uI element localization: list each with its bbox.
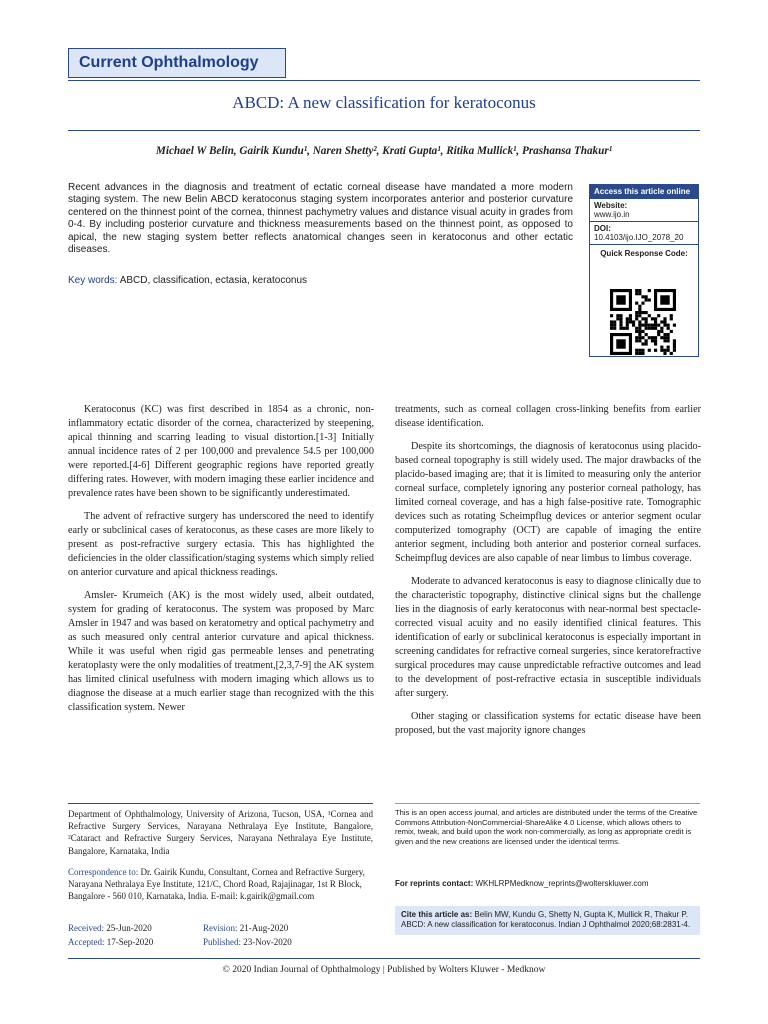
received-label: Received: — [68, 923, 104, 933]
body-paragraph: Amsler- Krumeich (AK) is the most widely used, albeit outdated, system for grading of keratoconus. The system was proposed by Marc Amsler in 1947 and was based on keratometry and optical pachymetry and as such measured only central anterior curvature and apical thickness. While it was useful when rigid gas permeable lenses and penetrating keratoplasty were the only modalities of treatment,[2,3,7-9] the AK system has limited clinical usefulness with modern imaging which allows us to diagnose the disease at a much earlier stage than recognized with the this classification system. Newer — [68, 590, 374, 713]
doi-link[interactable]: 10.4103/ijo.IJO_2078_20 — [594, 233, 684, 242]
page-footer: © 2020 Indian Journal of Ophthalmology | Published by Wolters Kluwer - Medknow — [222, 965, 546, 975]
article-title: ABCD: A new classification for keratoconus — [232, 93, 536, 112]
access-header: Access this article online — [590, 185, 698, 199]
body-paragraph: treatments, such as corneal collagen cross-linking benefits from earlier disease identification. — [395, 404, 701, 429]
affiliation-rule — [68, 803, 373, 804]
doi-row — [590, 222, 698, 245]
keywords — [68, 275, 573, 286]
affiliation: Department of Ophthalmology, University of Arizona, Tucson, USA, ¹Cornea and Refractive Surgery Services, Narayana Nethralaya Eye Institute, Bangalore, ²Cataract and Refractive Surgery Services, Narayana Nethralaya Eye Institute, Bangalore, Karnataka, India — [68, 809, 373, 856]
correspondence-text: Dr. Gairik Kundu, Consultant, Cornea and Refractive Surgery, Narayana Nethralaya Eye Institute, 121/C, Chord Road, Rajajinagar, 1st R Block, Bangalore - 560 010, Karnataka, India. E-mail: k.gairik@gmail.com — [68, 867, 365, 902]
accepted-date: 17-Sep-2020 — [106, 937, 154, 947]
cite-box — [395, 906, 700, 935]
abstract: Recent advances in the diagnosis and treatment of ectatic corneal disease have mandated a more modern staging system. The new Belin ABCD keratoconus staging system incorporates anterior and posterior curvature centered on the thinnest point of the cornea, thinnest pachymetry values and distance visual acuity in grades from 0-4. By including posterior curvature and thickness measurements based on the thinnest point, as opposed to apical, the new staging system better reflects anatomical changes seen in keratoconus and other ectatic diseases. — [68, 182, 573, 256]
title-rule — [68, 130, 700, 131]
access-article-box — [589, 184, 699, 357]
body-paragraph: Moderate to advanced keratoconus is easy to diagnose clinically due to the characteristic topography, distinctive clinical signs but the challenge lies in the diagnosis of early keratoconus with near-normal best spectacle-corrected visual acuity and no easily identified clinical features. This identification of early or subclinical keratoconus is especially important in screening candidates for refractive corneal surgeries, since keratorefractive surgical procedures may cause unpredictable refractive outcomes and lead to the development of post-refractive ectasia in susceptible individuals after surgery. — [395, 576, 701, 699]
website-row — [590, 199, 698, 222]
correspondence-label: Correspondence to: — [68, 867, 139, 877]
article-dates — [68, 922, 373, 952]
accepted-label: Accepted: — [68, 937, 105, 947]
reprints-label: For reprints contact: — [395, 879, 474, 888]
published-label: Published: — [203, 937, 242, 947]
reprints-contact — [395, 879, 649, 888]
section-badge: Current Ophthalmology — [68, 48, 286, 78]
body-paragraph: Despite its shortcomings, the diagnosis of keratoconus using placido-based corneal topography is still widely used. The major drawbacks of the placido-based imaging are; that it is limited to measuring only the anterior corneal surface, completely ignoring any posterior corneal pathology, has limited corneal coverage, and has a high false-positive rate. Tomographic devices such as rotating Scheimpflug devices or anterior segment ocular computerized tomography (OCT) are capable of imaging the entire anterior segment, including both anterior and posterior corneal surfaces. Scheimpflug devices are also capable of near limbus to limbus coverage. — [395, 441, 701, 564]
body-column-right — [395, 403, 701, 747]
body-paragraph: The advent of refractive surgery has underscored the need to identify early or subclinical cases of keratoconus, as these cases are more likely to present as post-refractive surgery ectasia. This has highlighted the deficiencies in the older classification/staging systems which simply relied on anterior curvature and apical thickness readings. — [68, 511, 374, 578]
keywords-text: ABCD, classification, ectasia, keratoconus — [119, 275, 308, 286]
revision-date: 21-Aug-2020 — [239, 923, 289, 933]
keywords-label: Key words: — [68, 275, 118, 286]
footer-rule — [68, 958, 700, 959]
received-date: 25-Jun-2020 — [106, 923, 152, 933]
cite-label: Cite this article as: — [401, 910, 473, 919]
body-paragraph: Keratoconus (KC) was first described in 1854 as a chronic, non-inflammatory ectatic disorder of the cornea, characterized by steepening, apical thinning and scarring leading to visual distortion.[1-3] Initially annual incidence rates of 2 per 100,000 and prevalence 54.5 per 100,000 were reported.[4-6] Different geographic regions have reported greatly differing rates. However, with modern imaging these earlier incidence and prevalence rates have been shown to be significantly underestimated. — [68, 404, 374, 499]
qr-label: Quick Response Code: — [600, 249, 688, 258]
correspondence — [68, 866, 373, 903]
revision-label: Revision: — [203, 923, 238, 933]
doi-label: DOI: — [594, 224, 611, 233]
license-notice: This is an open access journal, and articles are distributed under the terms of the Creative Commons Attribution-NonCommercial-ShareAlike 4.0 License, which allows others to remix, tweak, and build upon the work non-commercially, as long as appropriate credit is given and the new creations are licensed under the identical terms. — [395, 808, 698, 846]
license-rule — [395, 803, 700, 804]
published-date: 23-Nov-2020 — [243, 937, 292, 947]
reprints-email[interactable]: WKHLRPMedknow_reprints@wolterskluwer.com — [475, 879, 649, 888]
author-list: Michael W Belin, Gairik Kundu¹, Naren Shetty², Krati Gupta¹, Ritika Mullick¹, Prashansa Thakur¹ — [155, 145, 613, 157]
website-label: Website: — [594, 201, 628, 210]
website-link[interactable]: www.ijo.in — [594, 210, 630, 219]
body-paragraph: Other staging or classification systems for ectatic disease have been proposed, but the vast majority ignore changes — [395, 711, 701, 736]
body-column-left — [68, 403, 374, 724]
header-rule — [68, 80, 700, 81]
qr-code-icon — [610, 289, 676, 355]
cite-text: Belin MW, Kundu G, Shetty N, Gupta K, Mullick R, Thakur P. ABCD: A new classification for keratoconus. Indian J Ophthalmol 2020;68:2831-4. — [401, 910, 691, 930]
